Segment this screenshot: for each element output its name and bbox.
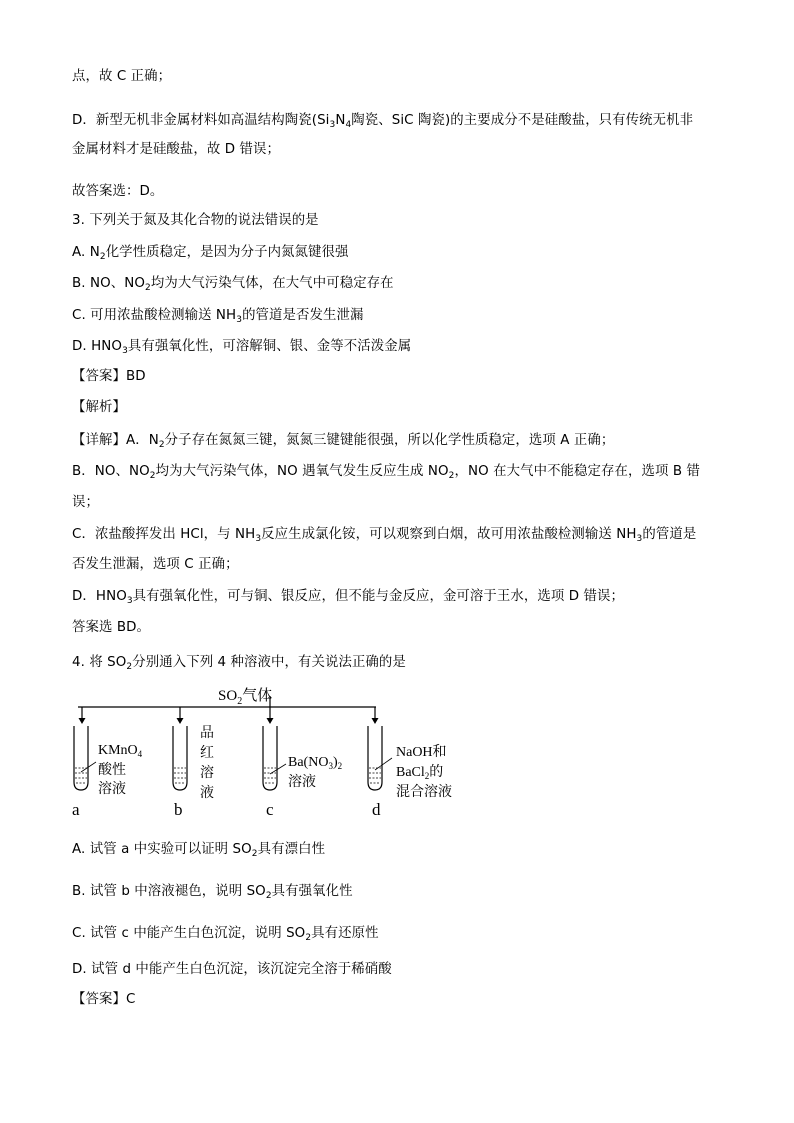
- q4-option-d: D. 试管 d 中能产生白色沉淀，该沉淀完全溶于稀硝酸: [72, 962, 392, 977]
- arrow-c: [267, 718, 274, 724]
- test-tube-d: [368, 726, 392, 790]
- question-4-stem: 4. 将 $SO_2$分别通入下列 4 种溶液中，有关说法正确的是: [72, 655, 406, 672]
- explanation-line: B．NO、$NO_2$均为大气污染气体，NO 遇氧气发生反应生成 $NO_2$，NO 在大气中不能稳定存在，选项 B 错: [72, 464, 700, 481]
- tube-b-label: 品: [200, 726, 214, 741]
- tube-d-letter: d: [372, 800, 381, 819]
- explanation-line: D．$HNO_3$具有强氧化性，可与铜、银反应，但不能与金反应，金可溶于王水，选项 D 错误；: [72, 589, 624, 606]
- explanation-line: C．浓盐酸挥发出 HCl，与 $NH_3$反应生成氯化铵，可以观察到白烟，故可用浓盐酸检测输送 $NH_3$的管道是: [72, 527, 697, 544]
- explanation-line: 误；: [72, 495, 99, 510]
- q4-answer-label: 【答案】C: [72, 992, 136, 1007]
- tube-b-label: 红: [200, 746, 214, 761]
- test-tube-diagram: [66, 682, 452, 822]
- text-line: D．新型无机非金属材料如高温结构陶瓷($Si_3N_4$陶瓷、SiC 陶瓷)的主要成分不是硅酸盐，只有传统无机非: [72, 113, 694, 130]
- text-line: 金属材料才是硅酸盐，故 D 错误；: [72, 142, 280, 157]
- test-tube-c: [263, 726, 286, 790]
- q4-option-a: A. 试管 a 中实验可以证明 $SO_2$具有漂白性: [72, 842, 326, 859]
- tube-a-label: 酸性: [98, 763, 126, 778]
- answer-label: 【答案】BD: [72, 369, 146, 384]
- arrow-b: [177, 718, 184, 724]
- analysis-label: 【解析】: [72, 400, 126, 415]
- tube-c-letter: c: [266, 800, 274, 819]
- tube-a-label: 溶液: [98, 782, 126, 797]
- arrow-d: [372, 718, 379, 724]
- explanation-line: 答案选 BD。: [72, 620, 151, 635]
- text-line: 故答案选：D。: [72, 184, 164, 199]
- question-3-stem: 3. 下列关于氮及其化合物的说法错误的是: [72, 213, 319, 228]
- tube-c-label: 溶液: [288, 775, 316, 790]
- tube-b-letter: b: [174, 800, 183, 819]
- tube-a-letter: a: [72, 800, 80, 819]
- option-a: A. $N_2$化学性质稳定，是因为分子内氮氮键很强: [72, 245, 349, 262]
- arrow-a: [79, 718, 86, 724]
- test-tube-a: [74, 726, 96, 790]
- q4-option-b: B. 试管 b 中溶液褪色，说明 $SO_2$具有强氧化性: [72, 884, 353, 901]
- text-line: 点，故 C 正确；: [72, 69, 172, 84]
- tube-b-label: 溶: [200, 766, 214, 781]
- tube-a-label: KMnO$_4$: [98, 743, 143, 759]
- tube-c-label: $Ba(NO_3)_2$: [288, 755, 343, 771]
- gas-label: $SO_2$气体: [218, 688, 273, 707]
- tube-b-label: 液: [200, 786, 214, 801]
- option-b: B. NO、$NO_2$均为大气污染气体，在大气中可稳定存在: [72, 276, 394, 293]
- tube-d-label: 混合溶液: [396, 785, 452, 800]
- tube-d-label: NaOH和: [396, 745, 447, 760]
- explanation-line: 【详解】A．$N_2$分子存在氮氮三键，氮氮三键键能很强，所以化学性质稳定，选项 A 正确；: [72, 433, 615, 450]
- explanation-line: 否发生泄漏，选项 C 正确；: [72, 557, 239, 572]
- tube-d-label: BaCl$_2$的: [396, 765, 444, 781]
- q4-option-c: C. 试管 c 中能产生白色沉淀，说明 $SO_2$具有还原性: [72, 926, 379, 943]
- option-d: D. $HNO_3$具有强氧化性，可溶解铜、银、金等不活泼金属: [72, 339, 412, 356]
- option-c: C. 可用浓盐酸检测输送 $NH_3$的管道是否发生泄漏: [72, 308, 364, 325]
- test-tube-b: [173, 726, 187, 790]
